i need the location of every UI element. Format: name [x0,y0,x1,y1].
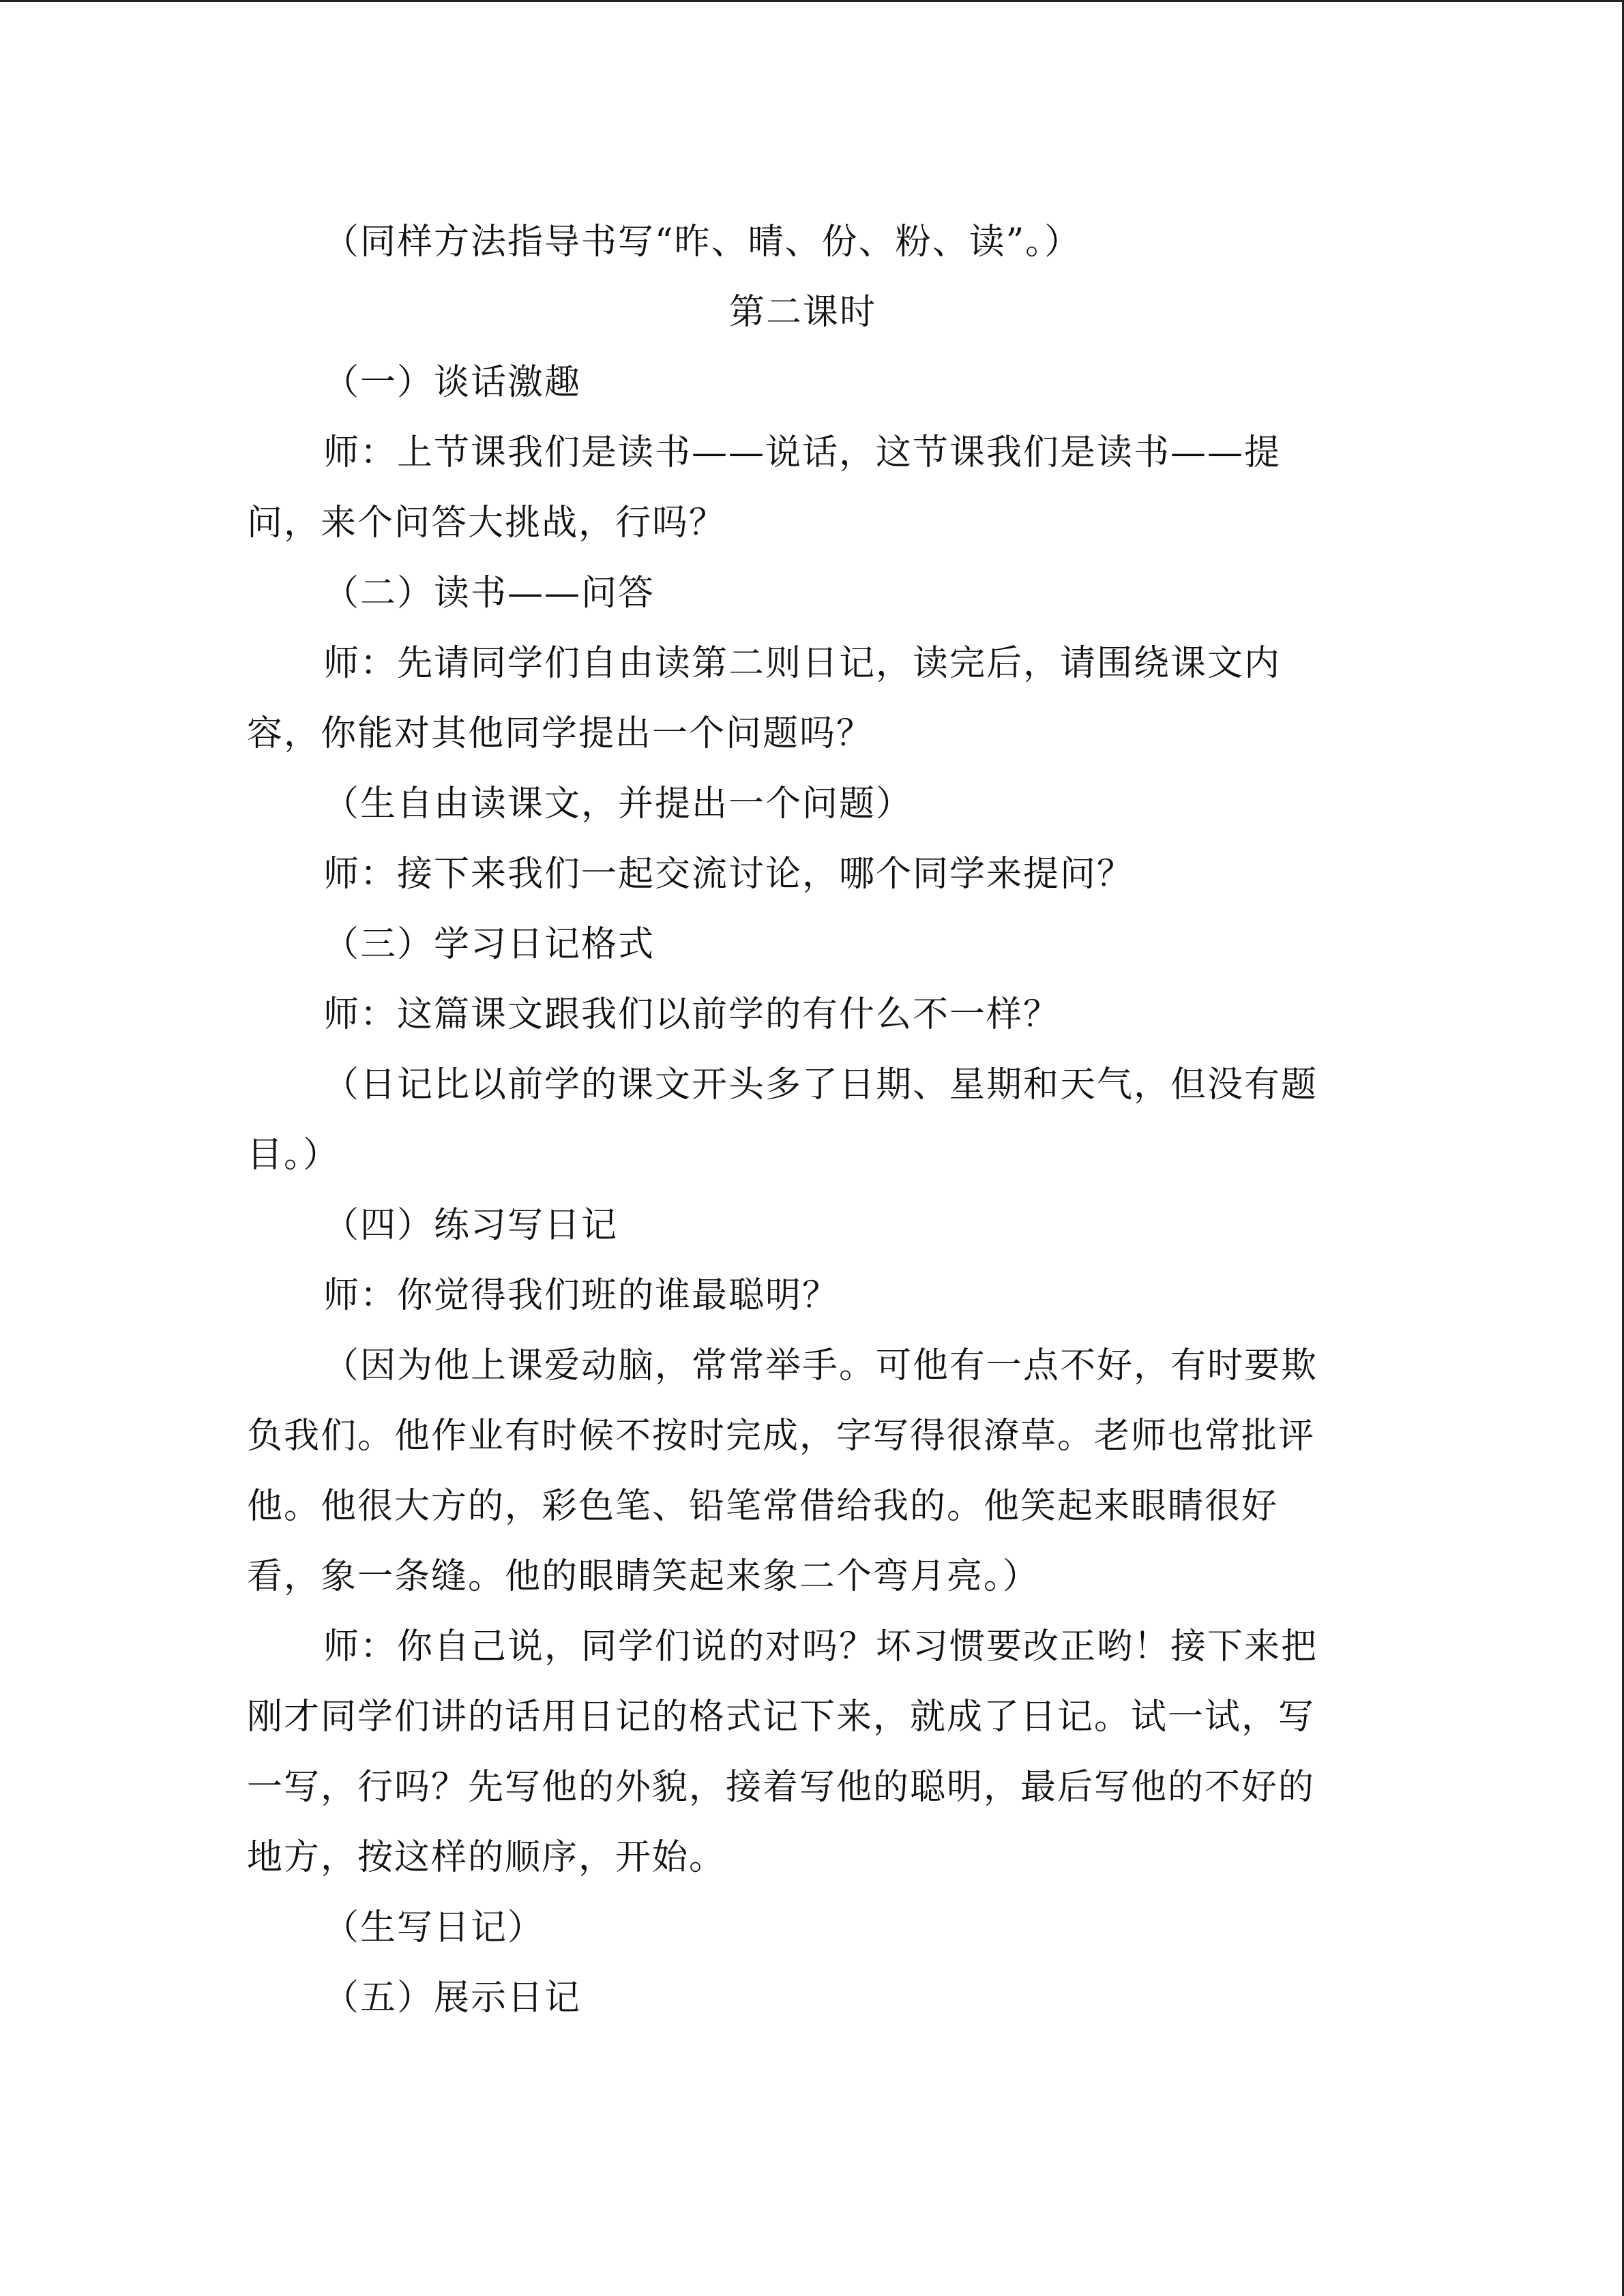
subheading-diary-format: （三）学习日记格式 [323,924,655,965]
paragraph-continuation: 目。） [247,1135,340,1176]
paragraph-student-answer: （因为他上课爱动脑，常常举手。可他有一点不好，有时要欺 [323,1345,1318,1386]
paragraph-continuation: 看，象一条缝。他的眼睛笑起来象二个弯月亮。） [247,1556,1040,1597]
subheading-showcase: （五）展示日记 [323,1978,582,2018]
paragraph-student-activity: （生写日记） [323,1907,545,1948]
subheading-intro: （一）谈话激趣 [323,362,582,403]
subheading-reading-qa: （二）读书——问答 [323,573,655,614]
paragraph-teacher-line: 师：接下来我们一起交流讨论，哪个同学来提问？ [323,854,1134,895]
paragraph-teacher-line: 师：这篇课文跟我们以前学的有什么不一样？ [323,994,1061,1035]
paragraph-continuation: 问，来个问答大挑战，行吗？ [247,503,726,543]
paragraph-teacher-line: 师：你觉得我们班的谁最聪明？ [323,1275,840,1316]
paragraph-teacher-line: 师：上节课我们是读书——说话，这节课我们是读书——提 [323,432,1282,473]
paragraph-teacher-line: 师：先请同学们自由读第二则日记，读完后，请围绕课文内 [323,643,1282,684]
paragraph-continuation: 地方，按这样的顺序，开始。 [247,1837,726,1878]
paragraph-continuation: 容，你能对其他同学提出一个问题吗？ [247,713,874,754]
paragraph-continuation: 他。他很大方的，彩色笔、铅笔常借给我的。他笑起来眼睛很好 [247,1486,1279,1527]
section-heading-second-lesson: 第二课时 [728,292,876,333]
subheading-practice-writing: （四）练习写日记 [323,1205,619,1246]
paragraph-continuation: 刚才同学们讲的话用日记的格式记下来，就成了日记。试一试，写 [247,1697,1316,1738]
paragraph-continuation: 一写，行吗？先写他的外貌，接着写他的聪明，最后写他的不好的 [247,1767,1316,1808]
paragraph-student-activity: （生自由读课文，并提出一个问题） [323,784,913,824]
paragraph-student-answer: （日记比以前学的课文开头多了日期、星期和天气，但没有题 [323,1064,1318,1105]
document-body [247,207,1359,2033]
page-top-border [0,0,1624,2]
paragraph-writing-guidance: （同样方法指导书写“昨、晴、份、粉、读”。） [323,222,1082,263]
paragraph-continuation: 负我们。他作业有时候不按时完成，字写得很潦草。老师也常批评 [247,1416,1316,1457]
paragraph-teacher-line: 师：你自己说，同学们说的对吗？坏习惯要改正哟！接下来把 [323,1626,1318,1667]
